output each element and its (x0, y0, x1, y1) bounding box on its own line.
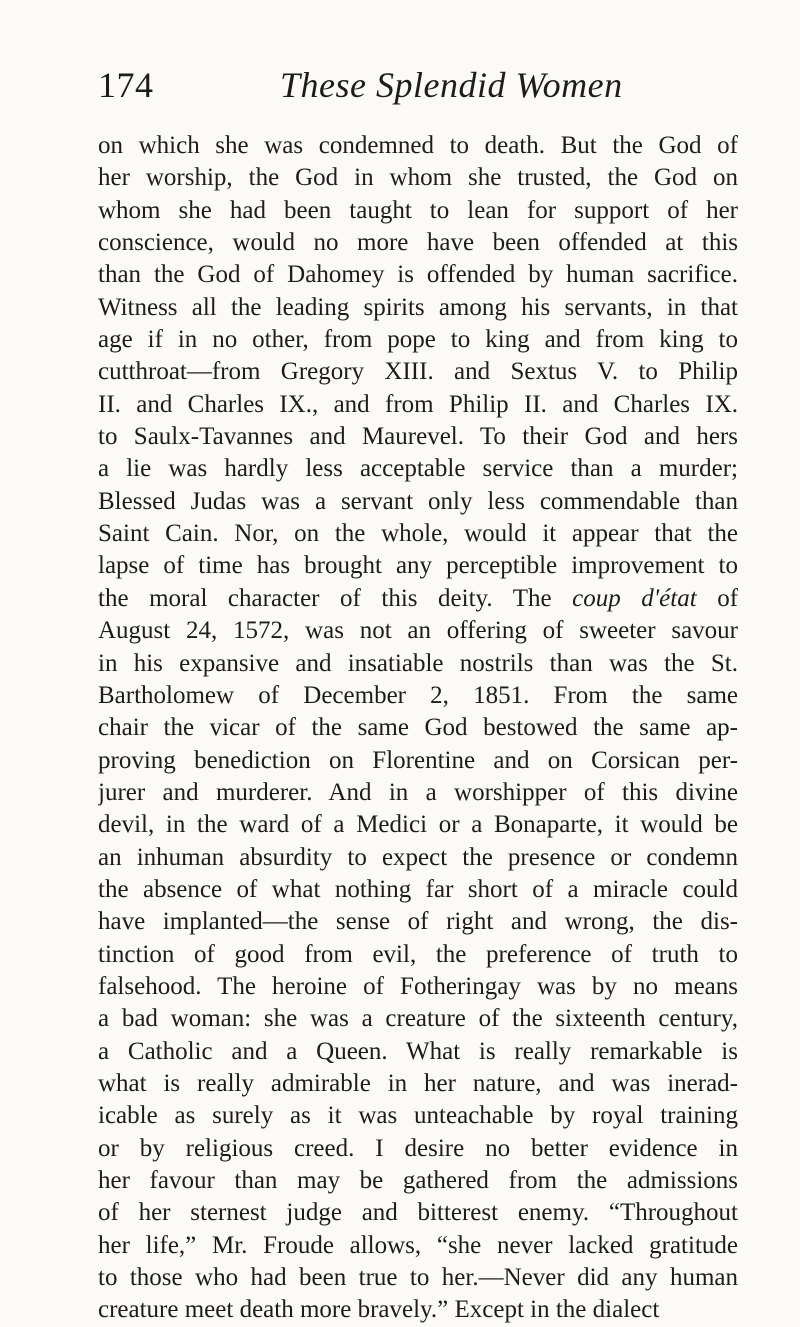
text-line: her life,” Mr. Froude allows, “she never lacked gratitude (98, 1231, 738, 1259)
text-line: the absence of what nothing far short of a miracle could (98, 875, 738, 903)
text-line: have implanted—the sense of right and wrong, the dis- (98, 908, 738, 936)
text-line: a bad woman: she was a creature of the sixteenth century, (98, 1005, 738, 1033)
text-line: an inhuman absurdity to expect the presence or condemn (98, 843, 738, 871)
text-line: Bartholomew of December 2, 1851. From the same (98, 681, 738, 709)
text-line: a lie was hardly less acceptable service than a murder; (98, 455, 738, 483)
text-line: in his expansive and insatiable nostrils than was the St. (98, 649, 738, 677)
text-line: proving benediction on Florentine and on Corsican per- (98, 746, 738, 774)
text-line: Saint Cain. Nor, on the whole, would it appear that the (98, 520, 738, 548)
running-head (98, 60, 738, 110)
text-line: to those who had been true to her.—Never did any human (98, 1264, 738, 1292)
page-number: 174 (98, 65, 154, 105)
text-line: II. and Charles IX., and from Philip II. and Charles IX. (98, 390, 738, 418)
text-line: creature meet death more bravely.” Except in the dialect (98, 1296, 660, 1324)
text-line: jurer and murderer. And in a worshipper of this divine (98, 778, 738, 806)
text-line: tinction of good from evil, the preference of truth to (98, 940, 738, 968)
text-line: of her sternest judge and bitterest enemy. “Throughout (98, 1199, 738, 1227)
body-text (98, 130, 738, 1327)
text-line: her favour than may be gathered from the admissions (98, 1167, 738, 1194)
text-line: whom she had been taught to lean for support of her (98, 196, 738, 224)
text-line: August 24, 1572, was not an offering of sweeter savour (98, 617, 738, 645)
text-line: cutthroat—from Gregory XIII. and Sextus V. to Philip (98, 358, 738, 386)
text-line: to Saulx-Tavannes and Maurevel. To their God and hers (98, 423, 738, 451)
text-line: devil, in the ward of a Medici or a Bonaparte, it would be (98, 811, 738, 839)
text-line: on which she was condemned to death. But the God of (98, 132, 738, 159)
italic-phrase: coup d'état (572, 584, 697, 612)
text-line-with-italic (98, 583, 738, 615)
text-line: than the God of Dahomey is offended by human sacrifice. (98, 261, 738, 289)
text-line: or by religious creed. I desire no better evidence in (98, 1134, 738, 1162)
book-title: These Splendid Women (280, 65, 623, 105)
text-line: age if in no other, from pope to king and from king to (98, 326, 738, 354)
text-line: conscience, would no more have been offended at this (98, 229, 738, 257)
text-line: icable as surely as it was unteachable by royal training (98, 1102, 738, 1130)
text-line: falsehood. The heroine of Fotheringay was by no means (98, 972, 738, 1000)
text-line: lapse of time has brought any perceptible improvement to (98, 552, 738, 580)
text-line: her worship, the God in whom she trusted, the God on (98, 164, 738, 192)
text-line: chair the vicar of the same God bestowed the same ap- (98, 714, 738, 742)
text-line: Blessed Judas was a servant only less commendable than (98, 487, 738, 515)
text-segment: of (717, 584, 738, 612)
text-segment: the moral character of this deity. The (98, 584, 552, 612)
text-line: a Catholic and a Queen. What is really remarkable is (98, 1037, 738, 1065)
text-line: what is really admirable in her nature, and was inerad- (98, 1069, 738, 1097)
text-line: Witness all the leading spirits among his servants, in that (98, 293, 738, 321)
